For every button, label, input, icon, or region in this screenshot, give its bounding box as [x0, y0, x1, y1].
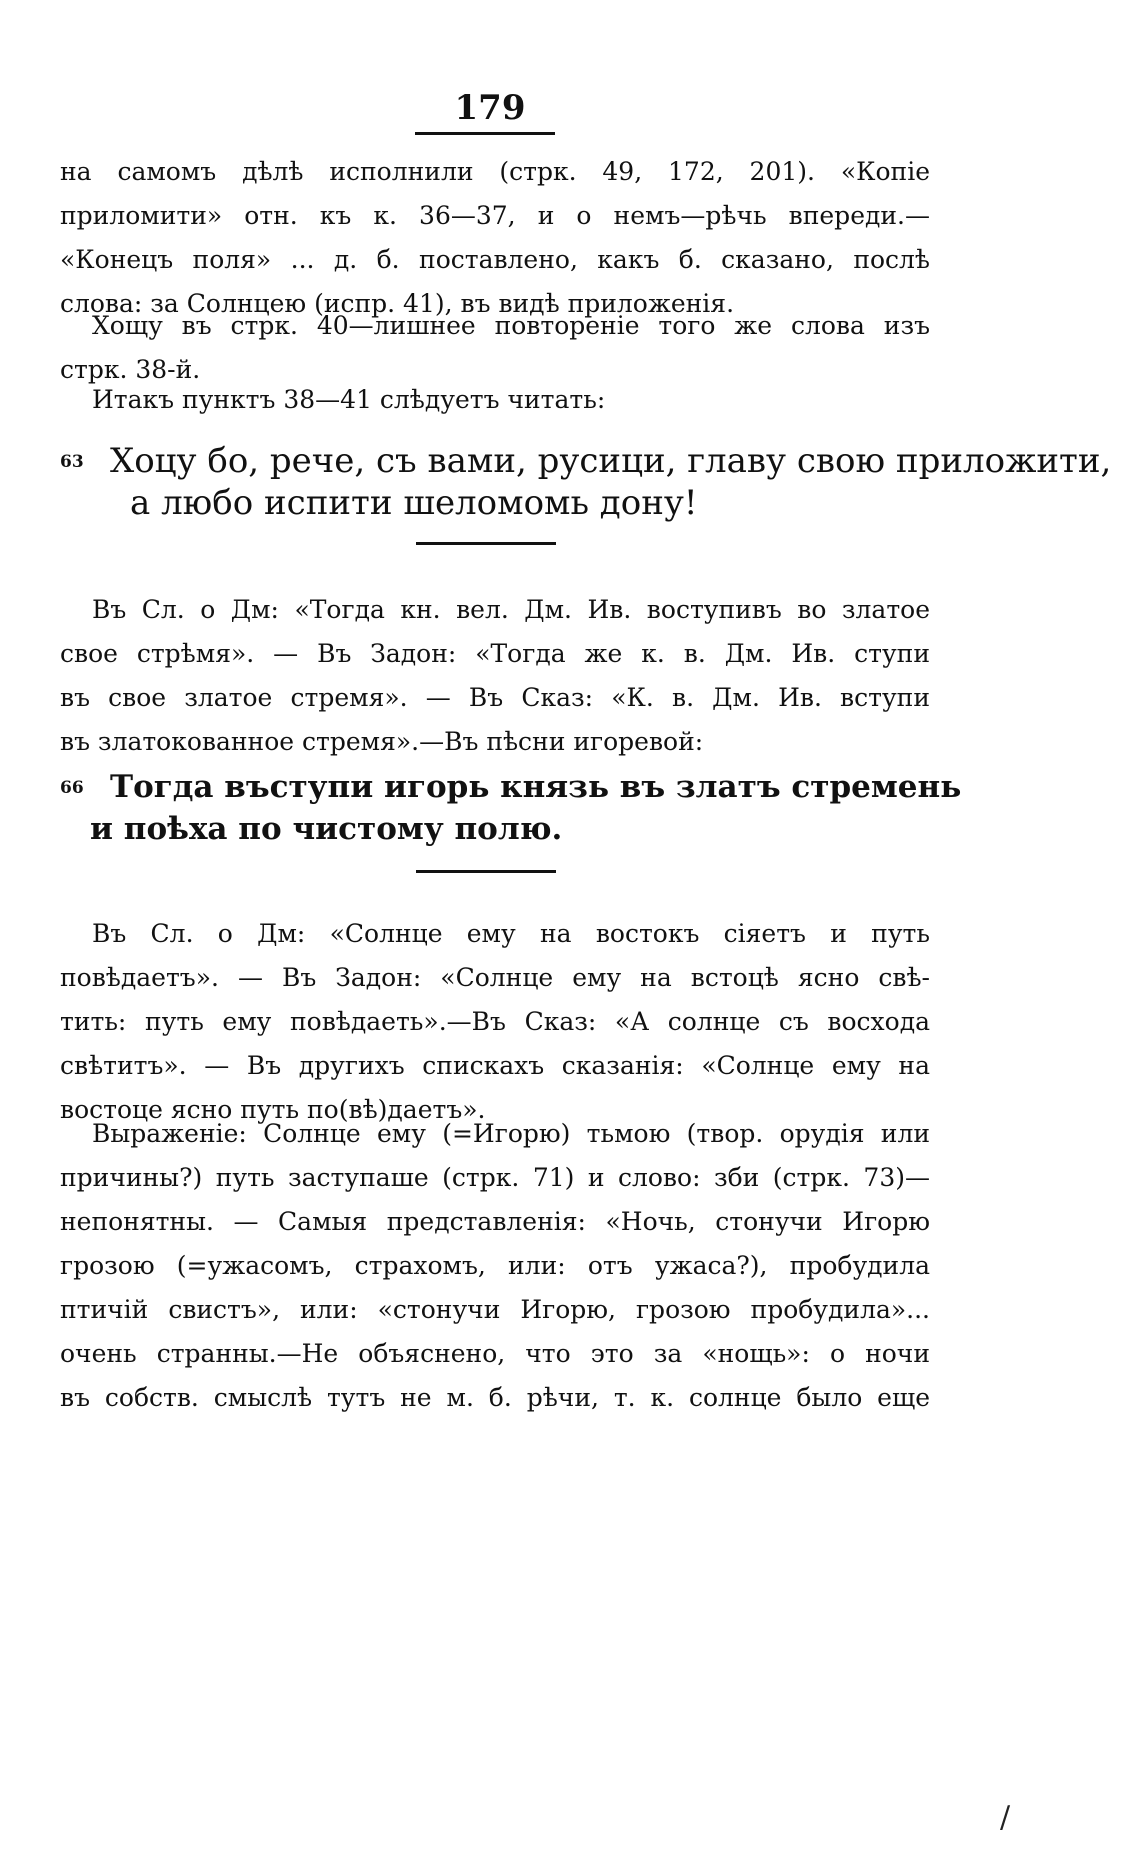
pencil-mark: / — [1000, 1800, 1011, 1835]
text-line: «Конецъ поля» ... д. б. поставлено, какъ б. сказано, послѣ — [60, 245, 930, 274]
paragraph-1 — [60, 150, 930, 326]
text-line: тить: путь ему повѣдаеть».—Въ Сказ: «А солнце съ восхода — [60, 1007, 930, 1036]
verse-number: 66 — [60, 778, 84, 798]
text-line: стрк. 38-й. — [60, 355, 201, 384]
paragraph-6 — [60, 1112, 930, 1420]
text-line: свое стрѣмя». — Въ Задон: «Тогда же к. в. Дм. Ив. ступи — [60, 639, 930, 668]
text-line: въ златокованное стремя».—Въ пѣсни игоревой: — [60, 727, 704, 756]
text-line: очень странны.—Не объяснено, что это за «нощь»: о ночи — [60, 1339, 930, 1368]
text-line: Въ Сл. о Дм: «Солнце ему на востокъ сіяетъ и путь — [92, 919, 930, 948]
verse-line: а любо испити шеломомь дону! — [130, 483, 698, 523]
text-line: на самомъ дѣлѣ исполнили (стрк. 49, 172, 201). «Копіе — [60, 157, 930, 186]
text-line: свѣтитъ». — Въ другихъ спискахъ сказанія: «Солнце ему на — [60, 1051, 930, 1080]
verse-number: 63 — [60, 452, 84, 472]
text-line: въ свое златое стремя». — Въ Сказ: «К. в. Дм. Ив. вступи — [60, 683, 930, 712]
text-line: въ собств. смыслѣ тутъ не м. б. рѣчи, т. к. солнце было еще — [60, 1383, 930, 1412]
paragraph-5 — [60, 912, 930, 1132]
section-separator — [416, 870, 556, 873]
text-line: Итакъ пунктъ 38—41 слѣдуетъ читать: — [92, 385, 606, 414]
text-line: повѣдаетъ». — Въ Задон: «Солнце ему на встоцѣ ясно свѣ- — [60, 963, 930, 992]
text-line: Въ Сл. о Дм: «Тогда кн. вел. Дм. Ив. воступивъ во златое — [92, 595, 930, 624]
text-line: Хощу въ стрк. 40—лишнее повтореніе того же слова изъ — [92, 311, 930, 340]
text-line: птичій свистъ», или: «стонучи Игорю, грозою пробудила»... — [60, 1295, 930, 1324]
paragraph-4 — [60, 588, 930, 764]
verse-quote-1 — [60, 440, 1112, 530]
text-line: непонятны. — Самыя представленія: «Ночь, стонучи Игорю — [60, 1207, 930, 1236]
section-separator — [416, 542, 556, 545]
page-number: 179 — [454, 88, 526, 128]
paragraph-3 — [60, 378, 930, 422]
text-line: приломити» отн. къ к. 36—37, и о немъ—рѣчь впереди.— — [60, 201, 930, 230]
verse-line: Хоцу бо, рече, съ вами, русици, главу свою приложити, — [110, 441, 1112, 481]
verse-quote-2 — [60, 766, 962, 856]
verse-line: Тогда въступи игорь князь въ златъ стремень — [110, 769, 962, 805]
text-line: Выраженіе: Солнце ему (=Игорю) тьмою (твор. орудія или — [92, 1119, 930, 1148]
text-line: причины?) путь заступаше (стрк. 71) и слово: зби (стрк. 73)— — [60, 1163, 930, 1192]
text-line: востоце ясно путь по(вѣ)даетъ». — [60, 1095, 486, 1124]
page-number-rule — [415, 132, 555, 135]
verse-line: и поѣха по чистому полю. — [90, 811, 563, 847]
text-line: слова: за Солнцею (испр. 41), въ видѣ приложенія. — [60, 289, 735, 318]
text-line: грозою (=ужасомъ, страхомъ, или: отъ ужаса?), пробудила — [60, 1251, 930, 1280]
